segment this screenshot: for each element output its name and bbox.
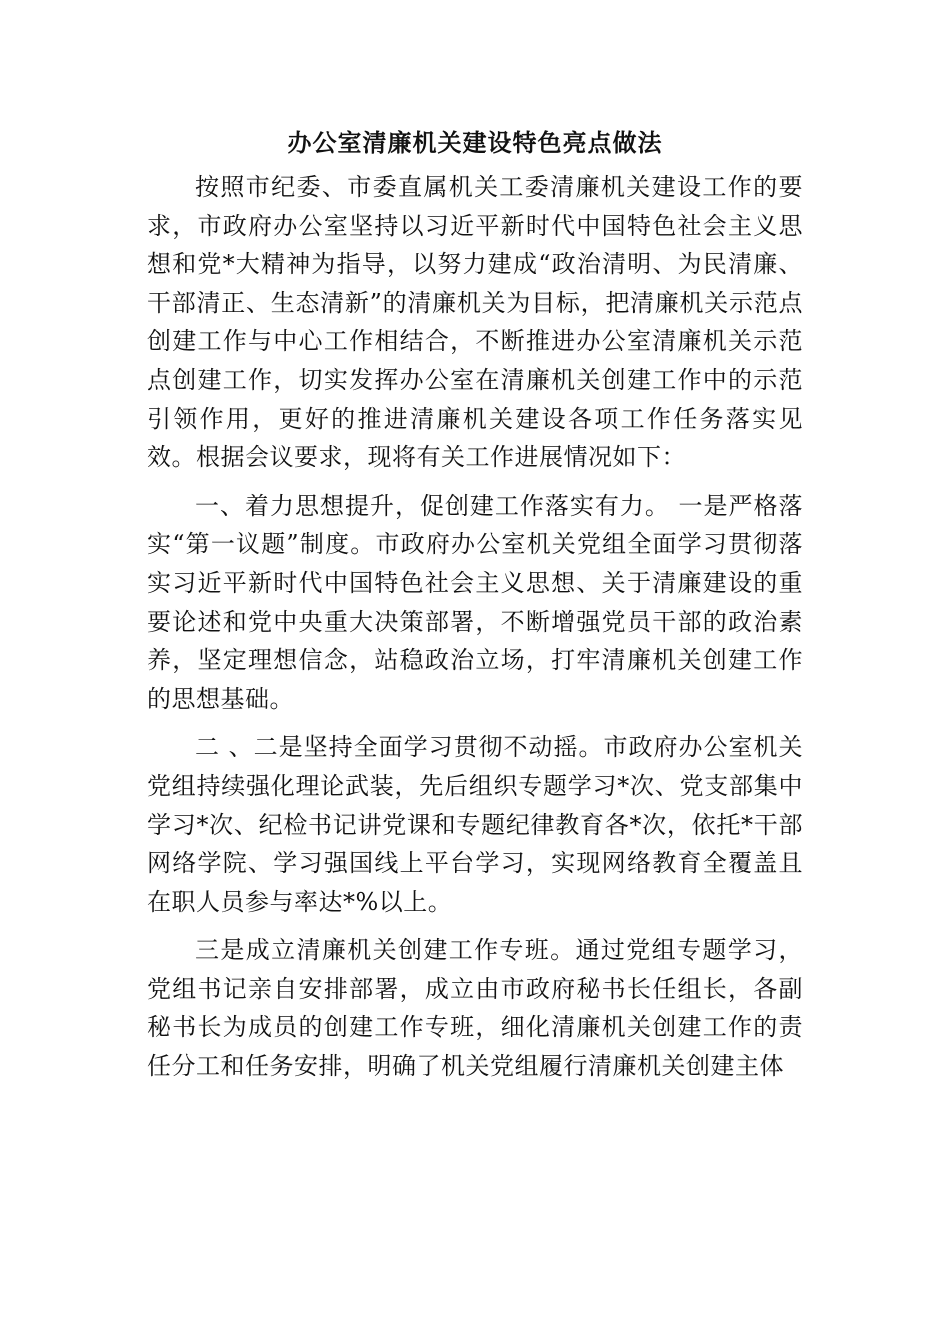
paragraph-section-one: 一、着力思想提升，促创建工作落实有力。 一是严格落实“第一议题”制度。市政府办公室机关党组全面学习贯彻落实习近平新时代中国特色社会主义思想、关于清廉建设的重要论述和党中央重大决策部署，不断增强党员干部的政治素养，坚定理想信念，站稳政治立场，打牢清廉机关创建工作的思想基础。 (147, 491, 803, 713)
document-body (147, 168, 803, 1096)
paragraph-section-three: 三是成立清廉机关创建工作专班。通过党组专题学习，党组书记亲自安排部署，成立由市政府秘书长任组长，各副秘书长为成员的创建工作专班，细化清廉机关创建工作的责任分工和任务安排，明确了机关党组履行清廉机关创建主体 (147, 936, 803, 1081)
paragraph-intro: 按照市纪委、市委直属机关工委清廉机关建设工作的要求，市政府办公室坚持以习近平新时代中国特色社会主义思想和党*大精神为指导，以努力建成“政治清明、为民清廉、干部清正、生态清新”的清廉机关为目标，把清廉机关示范点创建工作与中心工作相结合，不断推进办公室清廉机关示范点创建工作，切实发挥办公室在清廉机关创建工作中的示范引领作用，更好的推进清廉机关建设各项工作任务落实见效。根据会议要求，现将有关工作进展情况如下： (147, 173, 803, 472)
paragraph-section-two: 二 、二是坚持全面学习贯彻不动摇。市政府办公室机关党组持续强化理论武装，先后组织专题学习*次、党支部集中学习*次、纪检书记讲党课和专题纪律教育各*次，依托*干部网络学院、学习强国线上平台学习，实现网络教育全覆盖且在职人员参与率达*%以上。 (147, 733, 803, 916)
document-title: 办公室清廉机关建设特色亮点做法 (287, 128, 663, 157)
